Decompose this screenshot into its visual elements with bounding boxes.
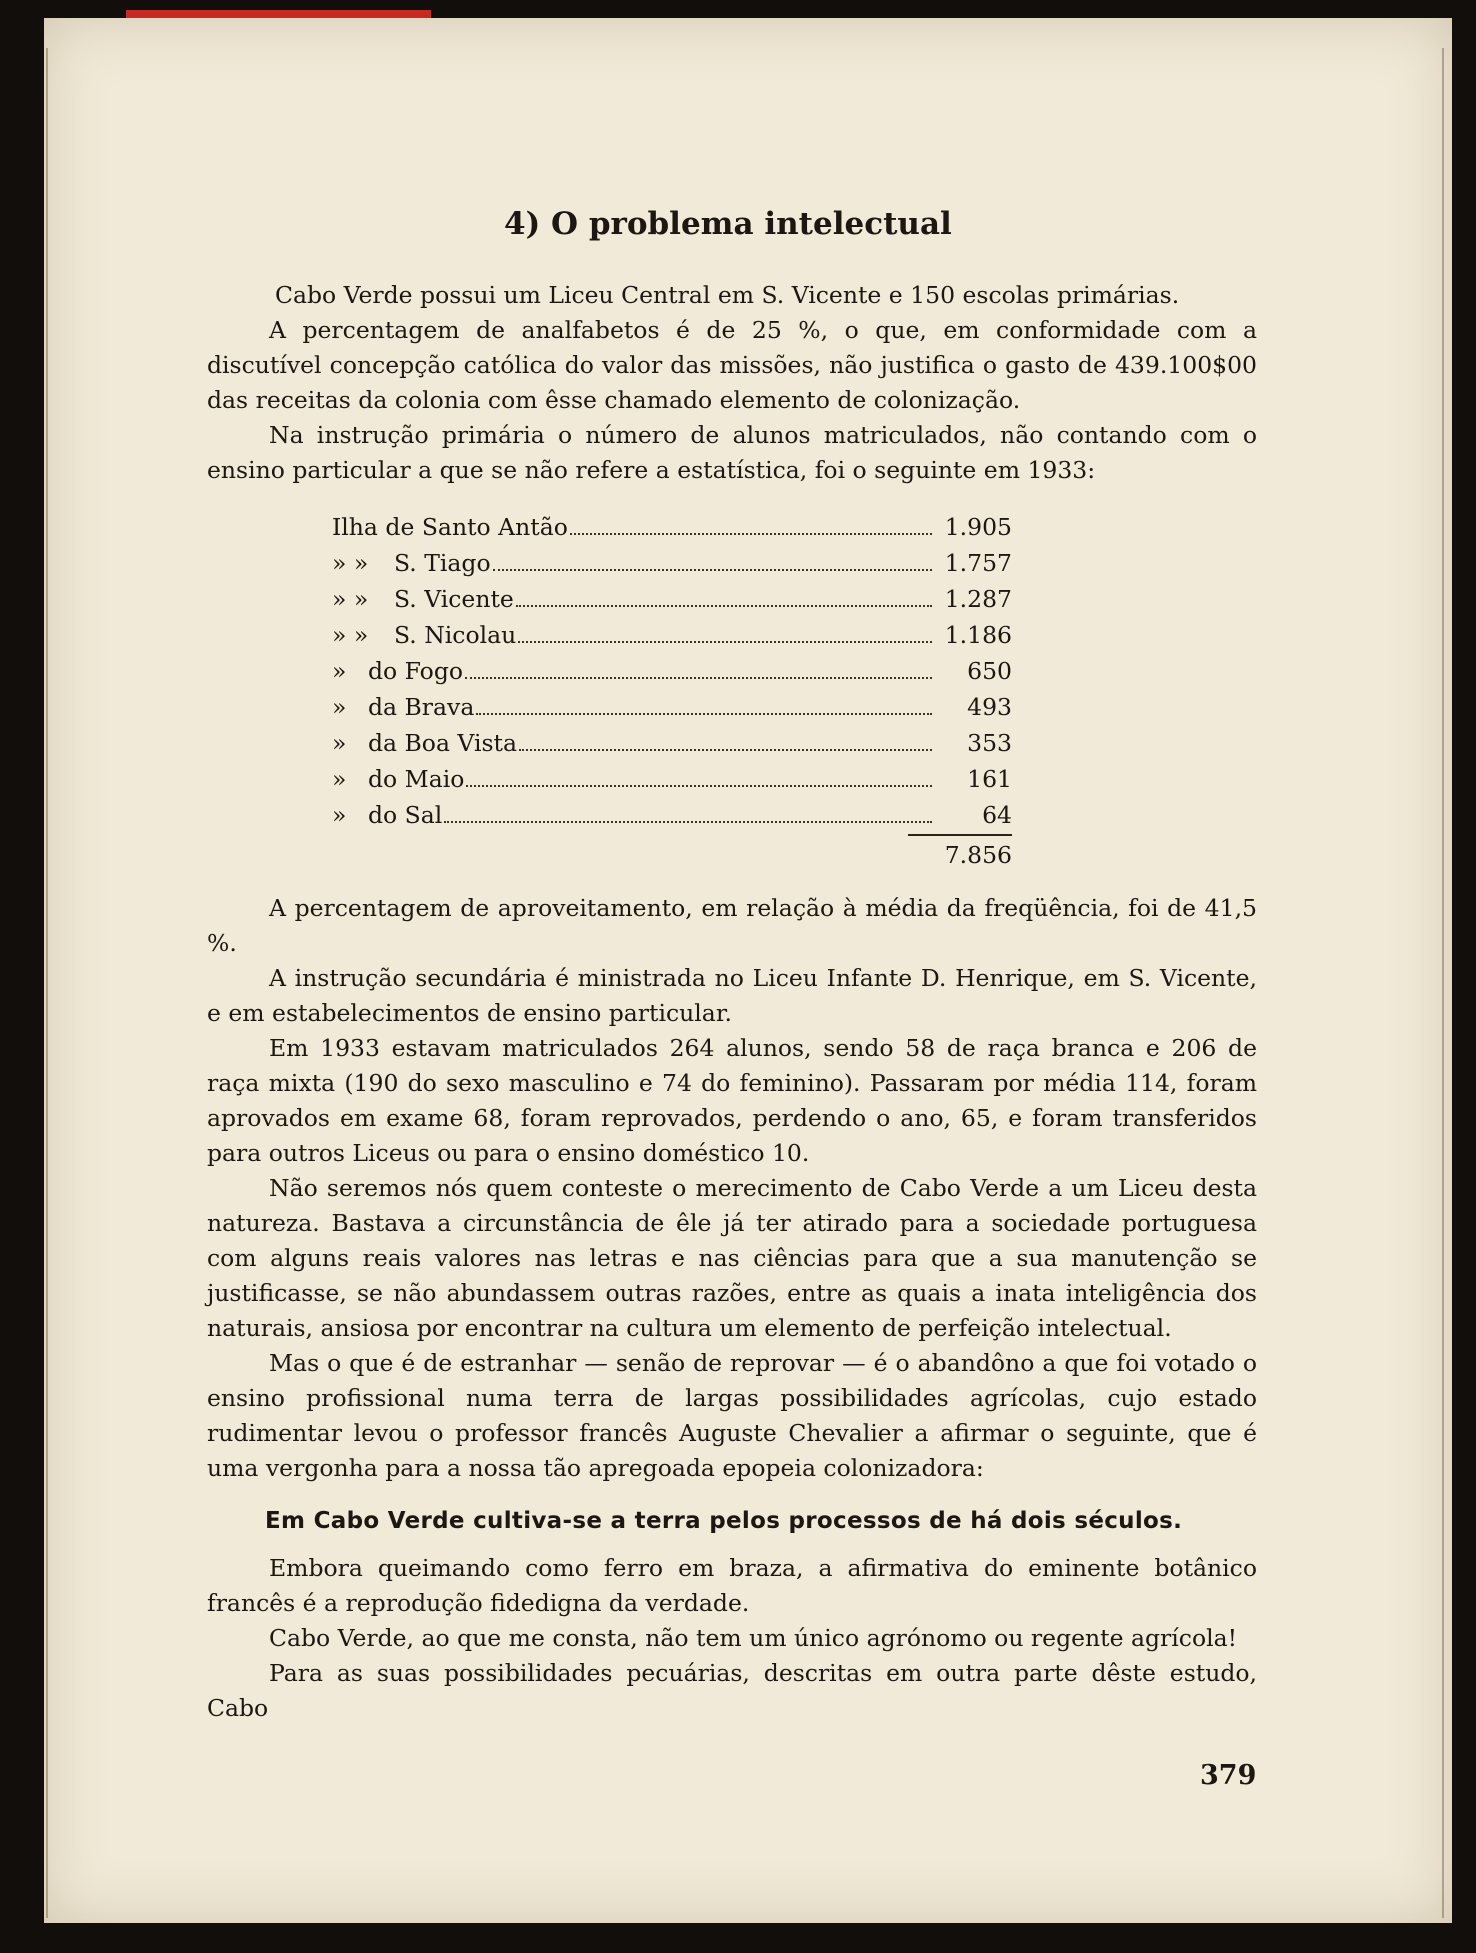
dot-leader: [518, 641, 932, 643]
paragraph-intro-2: A percentagem de analfabetos é de 25 %, o que, em conformidade com a discutível concepção católica do valor das missões, não justifica o gasto de 439.100$00 das receitas da colonia com êsse chamado elemento de colonização.: [207, 316, 1257, 414]
dot-leader: [465, 677, 932, 679]
dot-leader: [493, 569, 932, 571]
paragraph-main-1: A percentagem de aproveitamento, em relação à média da freqüência, foi de 41,5 %.: [207, 894, 1257, 957]
table-row: [332, 510, 1012, 546]
paragraph-intro-1: Cabo Verde possui um Liceu Central em S. Vicente e 150 escolas primárias.: [275, 281, 1180, 309]
quoted-statement: Em Cabo Verde cultiva-se a terra pelos processos de há dois séculos.: [265, 1508, 1183, 1534]
row-label: da Brava: [368, 693, 475, 721]
ditto-mark: »: [332, 729, 347, 757]
spine-right-edge: [1442, 48, 1444, 1918]
table-total: 7.856: [908, 834, 1012, 873]
row-value: 493: [967, 693, 1012, 721]
row-value: 161: [967, 765, 1012, 793]
paragraph-main-2: A instrução secundária é ministrada no Liceu Infante D. Henrique, em S. Vicente, e em estabelecimentos de ensino particular.: [207, 964, 1257, 1027]
paragraph-intro-3: Na instrução primária o número de alunos matriculados, não contando com o ensino particular a que se não refere a estatística, foi o seguinte em 1933:: [207, 421, 1257, 484]
row-label: S. Vicente: [394, 585, 514, 613]
row-label: do Sal: [368, 801, 443, 829]
paragraph-end-3: Para as suas possibilidades pecuárias, descritas em outra parte dêste estudo, Cabo: [207, 1659, 1257, 1722]
ditto-mark: »: [332, 765, 347, 793]
page-body: [207, 278, 1257, 1726]
enrollment-table: [332, 510, 1012, 873]
ditto-mark: »: [332, 693, 347, 721]
table-row: [332, 690, 1012, 726]
paragraph-main-5: Mas o que é de estranhar — senão de reprovar — é o abandôno a que foi votado o ensino profissional numa terra de largas possibilidades agrícolas, cujo estado rudimentar levou o professor francês Auguste Chevalier a afirmar o seguinte, que é uma vergonha para a nossa tão apregoada epopeia colonizadora:: [207, 1349, 1257, 1482]
row-label: do Fogo: [368, 657, 464, 685]
paragraph-end-2: Cabo Verde, ao que me consta, não tem um único agrónomo ou regente agrícola!: [269, 1624, 1238, 1652]
table-row: [332, 582, 1012, 618]
dot-leader: [444, 821, 932, 823]
table-total-row: [332, 834, 1012, 873]
page-number: 379: [1200, 1760, 1257, 1791]
row-value: 1.186: [944, 621, 1012, 649]
ditto-mark: » »: [332, 585, 369, 613]
row-label: Ilha de Santo Antão: [332, 513, 568, 541]
dot-leader: [466, 785, 932, 787]
ditto-mark: » »: [332, 549, 369, 577]
paragraph-main-3: Em 1933 estavam matriculados 264 alunos, sendo 58 de raça branca e 206 de raça mixta (190 do sexo masculino e 74 do feminino). Passaram por média 114, foram aprovados em exame 68, foram reprovados, perdendo o ano, 65, e foram transferidos para outros Liceus ou para o ensino doméstico 10.: [207, 1034, 1257, 1167]
spine-left-edge: [46, 48, 48, 1918]
table-row: [332, 618, 1012, 654]
ditto-mark: » »: [332, 621, 369, 649]
ditto-mark: »: [332, 801, 347, 829]
section-heading: 4) O problema intelectual: [504, 206, 952, 242]
ditto-mark: »: [332, 657, 347, 685]
dot-leader: [476, 713, 932, 715]
row-value: 1.287: [944, 585, 1012, 613]
row-value: 353: [967, 729, 1012, 757]
table-row: [332, 726, 1012, 762]
row-value: 1.757: [944, 549, 1012, 577]
paragraph-end-1: Embora queimando como ferro em braza, a afirmativa do eminente botânico francês é a reprodução fidedigna da verdade.: [207, 1554, 1257, 1617]
dot-leader: [570, 533, 932, 535]
row-label: do Maio: [368, 765, 465, 793]
row-value: 1.905: [944, 513, 1012, 541]
table-row: [332, 762, 1012, 798]
table-row: [332, 546, 1012, 582]
row-label: S. Nicolau: [394, 621, 517, 649]
dot-leader: [519, 749, 932, 751]
row-label: S. Tiago: [394, 549, 491, 577]
row-value: 64: [982, 801, 1012, 829]
row-label: da Boa Vista: [368, 729, 518, 757]
table-row: [332, 654, 1012, 690]
row-value: 650: [967, 657, 1012, 685]
dot-leader: [516, 605, 932, 607]
table-row: [332, 798, 1012, 834]
paragraph-main-4: Não seremos nós quem conteste o merecimento de Cabo Verde a um Liceu desta natureza. Bastava a circunstância de êle já ter atirado para a sociedade portuguesa com alguns reais valores nas letras e nas ciências para que a sua manutenção se justificasse, se não abundassem outras razões, entre as quais a inata inteligência dos naturais, ansiosa por encontrar na cultura um elemento de perfeição intelectual.: [207, 1174, 1257, 1342]
